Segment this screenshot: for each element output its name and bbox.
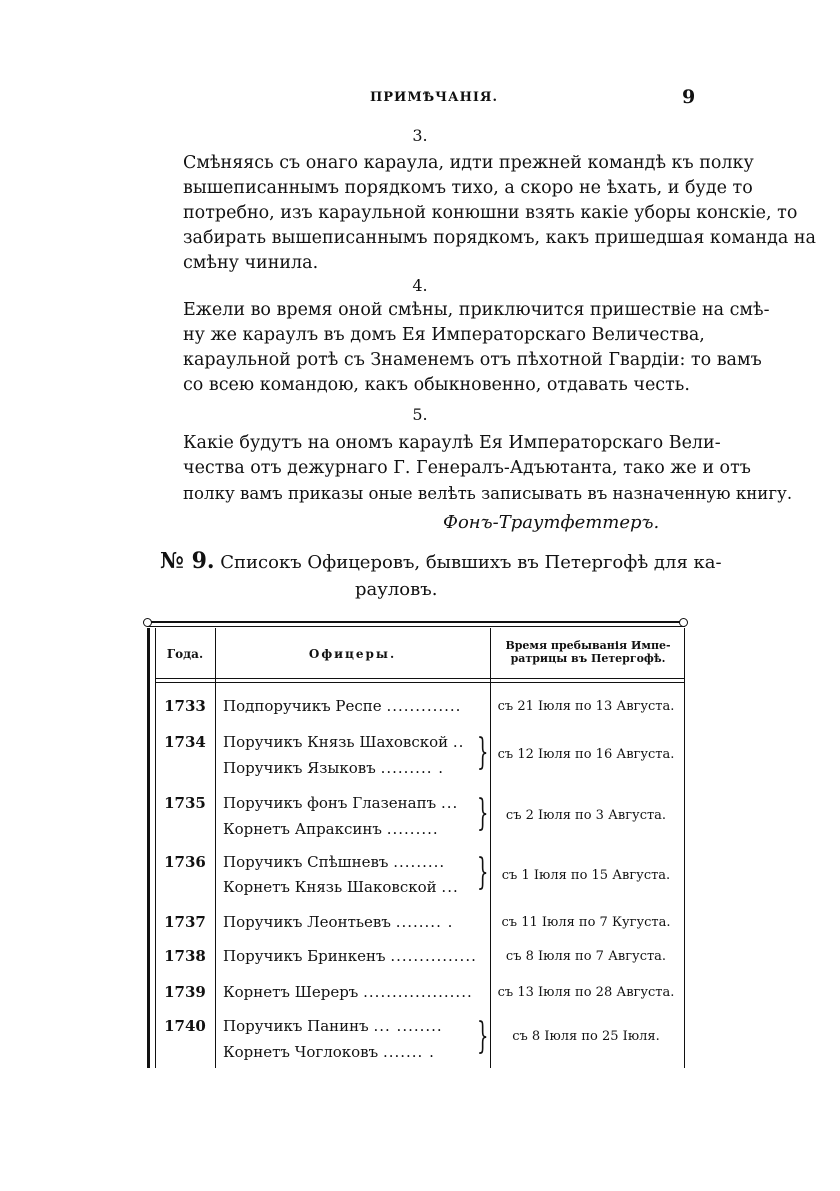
officer-cell [223, 820, 485, 838]
paragraph [183, 431, 793, 506]
dot-leader: ........ . [395, 913, 454, 931]
dot-leader: ......... [386, 820, 439, 838]
dot-leader: ......... [393, 853, 446, 871]
table-top-rule-thin [147, 626, 685, 627]
brace-icon: } [477, 793, 489, 834]
officer-name: Корнетъ Апраксинъ [223, 820, 382, 838]
dot-leader: .. [452, 733, 465, 751]
dot-leader: ................... [363, 983, 473, 1001]
brace-icon: } [477, 852, 489, 893]
officer-name: Поручикъ Леонтьевъ [223, 913, 391, 931]
column-header-period [494, 639, 682, 665]
officer-cell [223, 913, 485, 931]
officer-cell [223, 983, 485, 1001]
period-cell: съ 8 Іюля по 25 Іюля. [512, 1029, 660, 1044]
officer-name: Подпоручикъ Респе [223, 697, 382, 715]
officer-cell [223, 878, 485, 896]
officer-name: Поручикъ Бринкенъ [223, 947, 386, 965]
list-title-cont: рауловъ. [355, 579, 438, 600]
officer-cell [223, 1017, 485, 1035]
officer-cell [223, 947, 485, 965]
period-cell: съ 1 Іюля по 15 Августа. [501, 868, 671, 883]
officer-name: Поручикъ Панинъ [223, 1017, 369, 1035]
column-header-year: Года. [166, 647, 204, 661]
table-left-border [147, 628, 150, 1068]
page-number: 9 [682, 86, 696, 108]
text-line: караульной ротѣ съ Знаменемъ отъ пѣхотной Гвардіи: то вамъ [183, 350, 762, 370]
table-inner-border [155, 628, 156, 1068]
ornament-right [679, 618, 688, 627]
period-cell: съ 8 Іюля по 7 Августа. [505, 949, 667, 964]
brace-icon: } [477, 732, 489, 773]
paragraph [183, 151, 816, 276]
officer-cell [223, 853, 485, 871]
year-cell: 1736 [164, 853, 206, 871]
officer-name: Корнетъ Шереръ [223, 983, 359, 1001]
column-divider [215, 628, 216, 1068]
officer-cell [223, 697, 485, 715]
year-cell: 1738 [164, 947, 206, 965]
paragraph [183, 298, 770, 398]
officer-cell [223, 759, 485, 777]
officer-cell [223, 794, 485, 812]
year-cell: 1740 [164, 1017, 206, 1035]
header-line: Время пребыванія Импе- [505, 639, 671, 652]
text-line: Какіе будутъ на ономъ караулѣ Ея Императорскаго Вели- [183, 433, 721, 453]
period-cell: съ 12 Іюля по 16 Августа. [497, 747, 675, 762]
text-line: вышеписаннымъ порядкомъ тихо, а скоро не ѣхать, и буде то [183, 178, 753, 198]
brace-icon: } [477, 1016, 489, 1057]
text-line: ну же караулъ въ домъ Ея Императорскаго Величества, [183, 325, 705, 345]
column-divider [490, 628, 491, 1068]
year-cell: 1737 [164, 913, 206, 931]
table-top-rule [147, 621, 685, 623]
year-cell: 1739 [164, 983, 206, 1001]
officer-cell [223, 1043, 485, 1061]
text-line: Смѣняясь съ онаго караула, идти прежней командѣ къ полку [183, 153, 754, 173]
ornament-left [143, 618, 152, 627]
period-cell: съ 21 Іюля по 13 Августа. [497, 699, 675, 714]
column-header-officers: Офицеры. [308, 647, 397, 661]
list-heading [160, 548, 722, 574]
dot-leader: ... ........ [373, 1017, 443, 1035]
text-line: забирать вышеписаннымъ порядкомъ, какъ пришедшая команда на [183, 228, 816, 248]
section-number: 4. [412, 276, 428, 295]
running-title: ПРИМѢЧАНІЯ. [370, 90, 498, 105]
period-cell: съ 2 Іюля по 3 Августа. [505, 808, 667, 823]
text-line: чества отъ дежурнаго Г. Генералъ-Адъютанта, тако же и отъ [183, 458, 751, 478]
dot-leader: ... [441, 878, 459, 896]
text-line: Ежели во время оной смѣны, приключится пришествіе на смѣ- [183, 300, 770, 320]
section-number: 3. [412, 126, 428, 145]
dot-leader: ....... . [382, 1043, 435, 1061]
signature: Фонъ-Траутфеттеръ. [443, 512, 660, 533]
year-cell: 1735 [164, 794, 206, 812]
officer-name: Корнетъ Чоглоковъ [223, 1043, 379, 1061]
text-line: смѣну чинила. [183, 253, 319, 273]
text-line: потребно, изъ караульной конюшни взять какіе уборы конскіе, то [183, 203, 798, 223]
list-title: Списокъ Офицеровъ, бывшихъ въ Петергофѣ для ка- [220, 552, 722, 573]
header-rule-thin [155, 682, 685, 683]
header-rule [155, 678, 685, 679]
year-cell: 1734 [164, 733, 206, 751]
header-line: ратрицы въ Петергофѣ. [510, 652, 666, 665]
dot-leader: ............. [386, 697, 462, 715]
text-line: полку вамъ приказы оные велѣть записывать въ назначенную книгу. [183, 484, 793, 503]
officer-name: Поручикъ Князь Шаховской [223, 733, 449, 751]
officer-name: Корнетъ Князь Шаковской [223, 878, 437, 896]
year-cell: 1733 [164, 697, 206, 715]
period-cell: съ 11 Іюля по 7 Кугуста. [501, 915, 671, 930]
officer-name: Поручикъ фонъ Глазенапъ [223, 794, 437, 812]
officer-name: Поручикъ Языковъ [223, 759, 376, 777]
list-number: № 9. [160, 548, 215, 574]
text-line: со всею командою, какъ обыкновенно, отдавать честь. [183, 375, 690, 395]
period-cell: съ 13 Іюля по 28 Августа. [497, 985, 675, 1000]
dot-leader: ............... [390, 947, 477, 965]
section-number: 5. [412, 405, 428, 424]
officer-cell [223, 733, 485, 751]
dot-leader: ... [440, 794, 459, 812]
dot-leader: ......... . [380, 759, 445, 777]
table-right-border [684, 628, 685, 1068]
officer-name: Поручикъ Спѣшневъ [223, 853, 389, 871]
